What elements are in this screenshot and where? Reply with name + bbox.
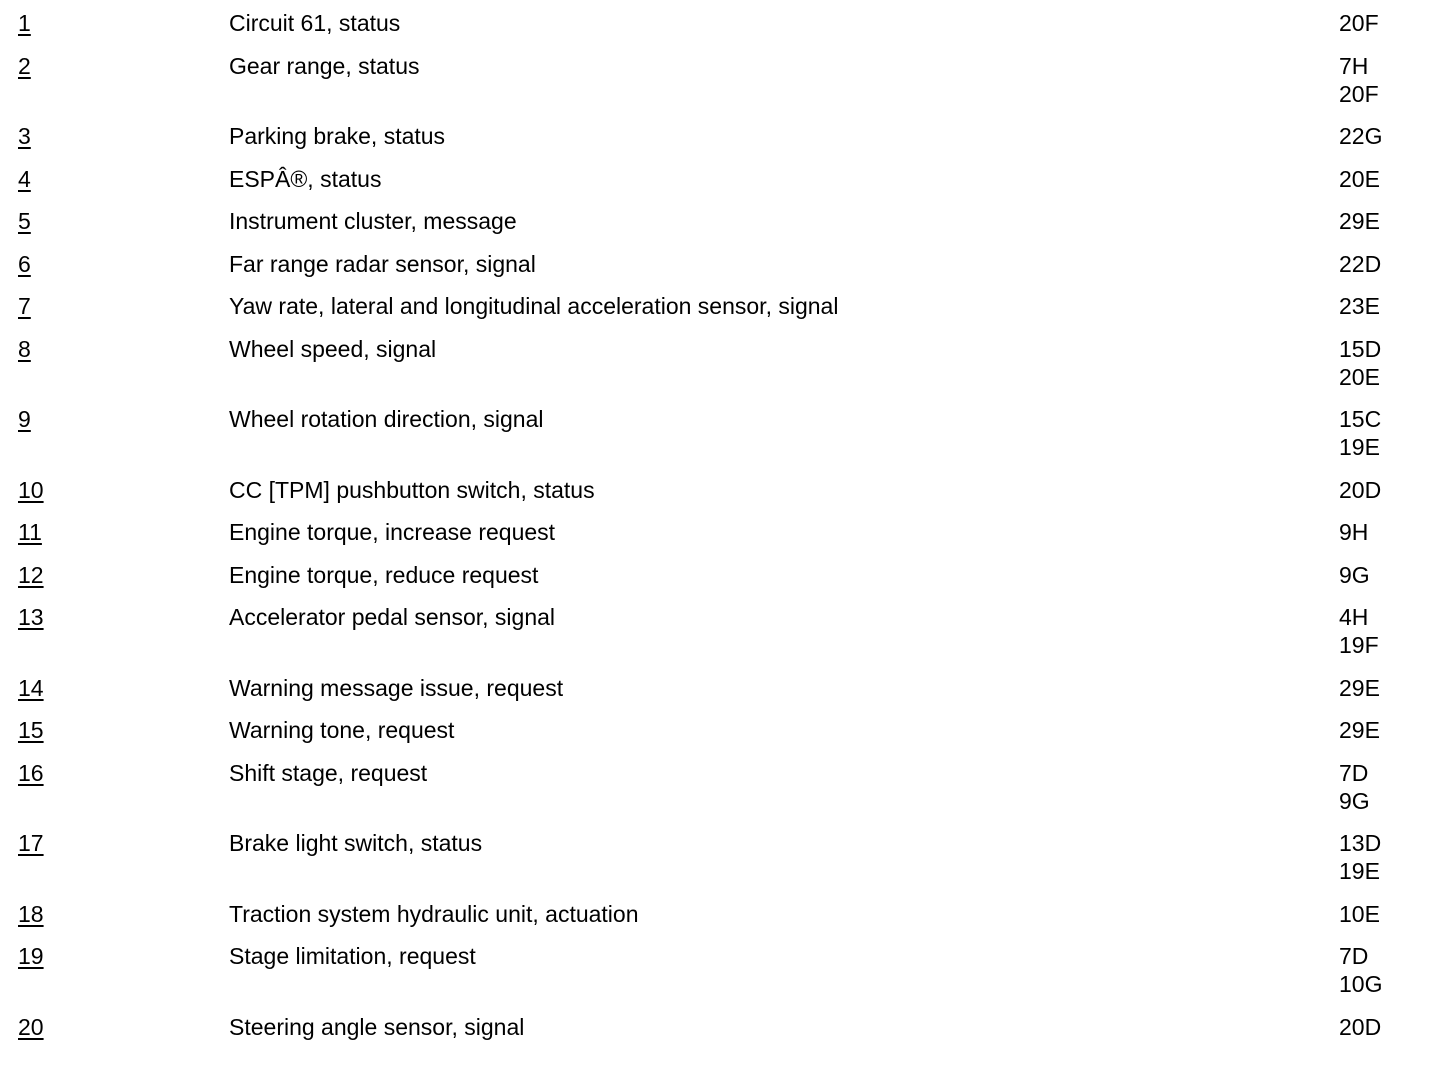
legend-row <box>0 900 1440 928</box>
legend-number-link[interactable]: 18 <box>18 900 44 927</box>
legend-description: Wheel rotation direction, signal <box>229 406 544 432</box>
legend-row <box>0 165 1440 193</box>
legend-references <box>1339 518 1440 546</box>
legend-row <box>0 759 1440 815</box>
legend-row <box>0 52 1440 108</box>
legend-row <box>0 292 1440 320</box>
legend-row <box>0 9 1440 37</box>
legend-number-link[interactable]: 7 <box>18 293 31 319</box>
legend-description: Parking brake, status <box>229 123 446 149</box>
legend-number-link[interactable]: 12 <box>18 561 44 588</box>
legend-number-link[interactable]: 8 <box>18 335 31 362</box>
legend-row <box>0 942 1440 998</box>
legend-number-link[interactable]: 17 <box>18 830 44 856</box>
legend-number-link[interactable]: 3 <box>18 123 31 149</box>
legend-reference: 9H <box>1339 519 1369 545</box>
legend-description: Engine torque, reduce request <box>229 561 539 588</box>
legend-description: Shift stage, request <box>229 759 428 786</box>
legend-description: Yaw rate, lateral and longitudinal acceleration sensor, signal <box>229 293 839 319</box>
legend-reference: 20E <box>1339 165 1380 192</box>
legend-references <box>1339 165 1440 193</box>
legend-row <box>0 122 1440 150</box>
legend-references <box>1339 292 1440 320</box>
legend-number-link[interactable]: 2 <box>18 52 31 79</box>
legend-description: Stage limitation, request <box>229 943 476 969</box>
legend-number-link[interactable]: 15 <box>18 717 44 743</box>
legend-number-link[interactable]: 10 <box>18 476 44 503</box>
legend-reference: 23E <box>1339 293 1380 319</box>
legend-references <box>1339 603 1440 659</box>
legend-reference: 9G <box>1339 561 1370 588</box>
legend-row <box>0 518 1440 546</box>
legend-row <box>0 561 1440 589</box>
legend-references <box>1339 250 1440 278</box>
legend-description: Warning tone, request <box>229 717 455 743</box>
legend-references <box>1339 122 1440 150</box>
legend-description: Instrument cluster, message <box>229 208 517 234</box>
legend-reference: 7D <box>1339 943 1369 969</box>
legend-reference: 10E <box>1339 900 1380 927</box>
legend-description: Far range radar sensor, signal <box>229 250 536 277</box>
legend-row <box>0 603 1440 659</box>
legend-references <box>1339 759 1440 815</box>
legend-number-link[interactable]: 4 <box>18 165 31 192</box>
legend-reference: 7H <box>1339 52 1369 79</box>
legend-number-link[interactable]: 1 <box>18 10 31 36</box>
legend-references <box>1339 716 1440 744</box>
legend-description: ESPÂ®, status <box>229 165 382 192</box>
legend-number-link[interactable]: 9 <box>18 406 31 432</box>
legend-description: Wheel speed, signal <box>229 335 437 362</box>
legend-references <box>1339 1013 1440 1041</box>
legend-number-link[interactable]: 16 <box>18 759 44 786</box>
legend-references <box>1339 829 1440 885</box>
legend-row <box>0 335 1440 391</box>
legend-references <box>1339 942 1440 998</box>
legend-reference: 19E <box>1339 434 1380 460</box>
legend-description: CC [TPM] pushbutton switch, status <box>229 476 595 503</box>
legend-reference: 22D <box>1339 250 1382 277</box>
legend-description: Traction system hydraulic unit, actuation <box>229 900 639 927</box>
legend-row <box>0 207 1440 235</box>
legend-row <box>0 1013 1440 1041</box>
legend-reference: 9G <box>1339 787 1370 814</box>
legend-description: Warning message issue, request <box>229 674 564 701</box>
legend-number-link[interactable]: 14 <box>18 674 44 701</box>
legend-reference: 29E <box>1339 674 1380 701</box>
legend-reference: 20F <box>1339 10 1379 36</box>
legend-references <box>1339 674 1440 702</box>
legend-row <box>0 405 1440 461</box>
legend-reference: 20D <box>1339 476 1382 503</box>
legend-row <box>0 716 1440 744</box>
legend-description: Brake light switch, status <box>229 830 483 856</box>
legend-references <box>1339 207 1440 235</box>
legend-reference: 19E <box>1339 858 1380 884</box>
legend-row <box>0 476 1440 504</box>
legend-reference: 20E <box>1339 363 1380 390</box>
legend-description: Steering angle sensor, signal <box>229 1013 525 1040</box>
legend-references <box>1339 561 1440 589</box>
legend-reference: 22G <box>1339 123 1383 149</box>
legend-number-link[interactable]: 11 <box>18 519 42 545</box>
legend-number-link[interactable]: 5 <box>18 208 31 234</box>
legend-references <box>1339 900 1440 928</box>
legend-reference: 13D <box>1339 830 1382 856</box>
legend-row <box>0 250 1440 278</box>
legend-number-link[interactable]: 13 <box>18 604 44 630</box>
legend-references <box>1339 476 1440 504</box>
legend-reference: 29E <box>1339 208 1380 234</box>
legend-reference: 4H <box>1339 604 1369 630</box>
legend-number-link[interactable]: 6 <box>18 250 31 277</box>
legend-reference: 20D <box>1339 1013 1382 1040</box>
legend-number-link[interactable]: 19 <box>18 943 44 969</box>
legend-reference: 7D <box>1339 759 1369 786</box>
legend-references <box>1339 335 1440 391</box>
legend-reference: 19F <box>1339 632 1379 658</box>
legend-description: Accelerator pedal sensor, signal <box>229 604 556 630</box>
legend-reference: 29E <box>1339 717 1380 743</box>
legend-row <box>0 674 1440 702</box>
legend-description: Gear range, status <box>229 52 420 79</box>
legend-reference: 15C <box>1339 406 1382 432</box>
legend-references <box>1339 405 1440 461</box>
legend-reference: 15D <box>1339 335 1382 362</box>
legend-number-link[interactable]: 20 <box>18 1013 44 1040</box>
legend-references <box>1339 9 1440 37</box>
legend-description: Engine torque, increase request <box>229 519 556 545</box>
legend-reference: 20F <box>1339 80 1379 107</box>
legend-row <box>0 829 1440 885</box>
legend-references <box>1339 52 1440 108</box>
legend-reference: 10G <box>1339 971 1383 997</box>
legend-description: Circuit 61, status <box>229 10 401 36</box>
